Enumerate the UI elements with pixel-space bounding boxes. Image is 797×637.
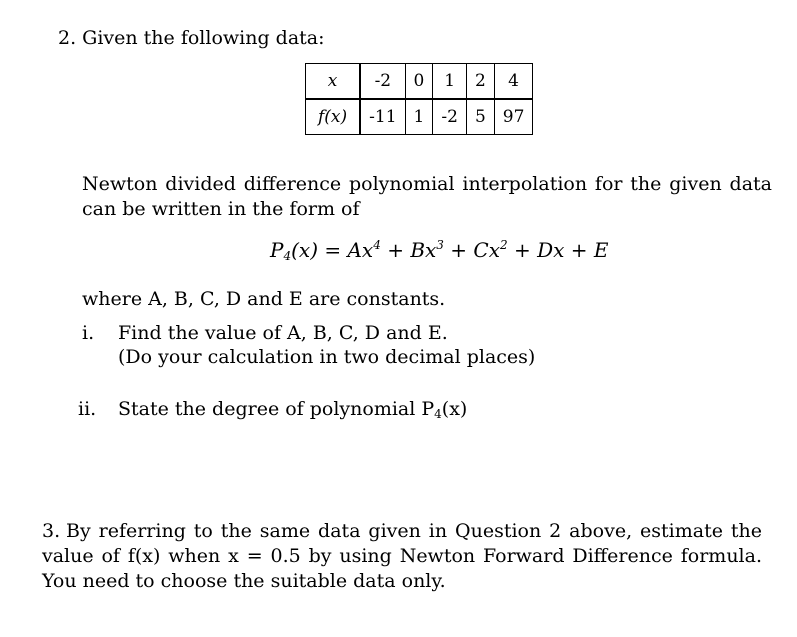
table-cell: 0 [405, 64, 433, 100]
table-cell: 1 [405, 99, 433, 135]
data-table [305, 63, 533, 135]
eq-exp-2: 3 [436, 238, 444, 252]
table-cell: 5 [466, 99, 494, 135]
table-cell: 4 [494, 64, 533, 100]
eq-term-1: Ax [347, 238, 374, 262]
eq-exp-3: 2 [500, 238, 508, 252]
item-ii-sub: 4 [434, 407, 442, 421]
eq-lhs-arg: (x) = [291, 238, 348, 262]
constants-note: where A, B, C, D and E are constants. [82, 288, 446, 310]
question-3 [42, 519, 762, 594]
table-row-fx [306, 99, 533, 135]
question-2-paragraph: Newton divided difference polynomial interpolation for the given data can be written in the form of [82, 173, 772, 220]
polynomial-equation [270, 238, 609, 263]
question-3-number: 3. [42, 520, 61, 542]
eq-exp-1: 4 [373, 238, 381, 252]
question-2-heading: 2. Given the following data: [58, 27, 325, 49]
eq-term-4: + Dx + E [507, 238, 609, 262]
table-header-x: x [306, 64, 361, 100]
table-cell: -2 [360, 64, 405, 100]
item-ii-text [118, 398, 467, 421]
table-cell: -2 [433, 99, 467, 135]
item-i-instruction: (Do your calculation in two decimal places) [118, 346, 536, 368]
question-3-text: By referring to the same data given in Question 2 above, estimate the value of f(x) when x = 0.5 by using Newton Forward Difference formula. You need to choose the suitable data only. [42, 520, 762, 592]
table-cell: 97 [494, 99, 533, 135]
eq-lhs-p: P [270, 238, 284, 262]
item-ii-marker: ii. [78, 398, 97, 420]
eq-term-3: + Cx [443, 238, 500, 262]
table-header-fx: f(x) [306, 99, 361, 135]
table-cell: -11 [360, 99, 405, 135]
item-ii-suffix: (x) [441, 398, 468, 420]
eq-lhs-sub: 4 [283, 249, 292, 263]
table-cell: 1 [433, 64, 467, 100]
table-cell: 2 [466, 64, 494, 100]
item-ii-prefix: State the degree of polynomial P [118, 398, 435, 420]
eq-term-2: + Bx [380, 238, 437, 262]
table-row-x [306, 64, 533, 100]
item-i-marker: i. [82, 322, 95, 344]
item-i-text: Find the value of A, B, C, D and E. [118, 322, 448, 344]
